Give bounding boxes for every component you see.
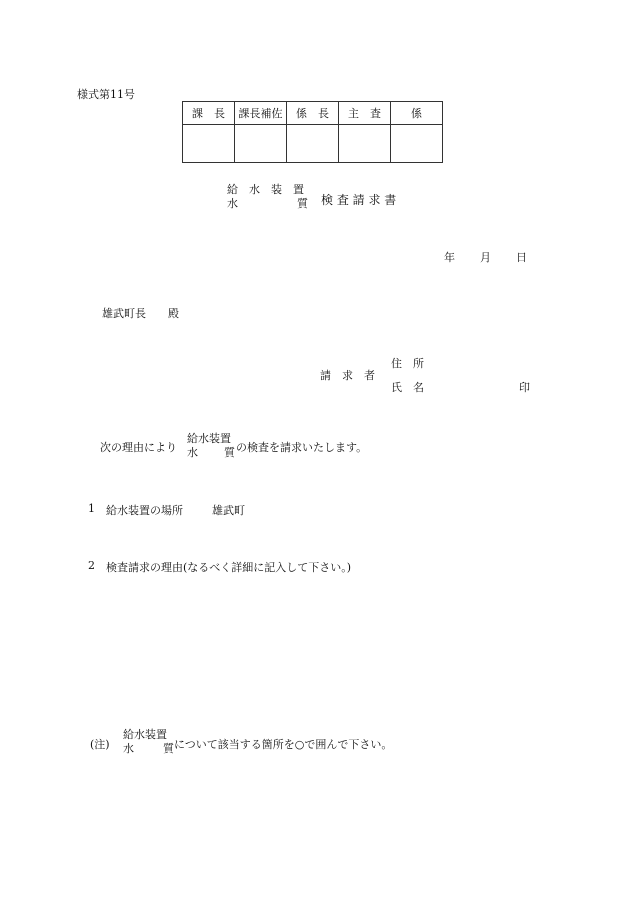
title-choice-bottom-left: 水 <box>227 197 238 210</box>
requester-label: 請 求 者 <box>320 369 375 382</box>
request-choice <box>187 432 237 462</box>
approval-header-inspector: 主 査 <box>339 102 391 125</box>
form-number: 様式第11号 <box>77 88 135 101</box>
item1-number: 1 <box>88 502 95 515</box>
title-choice-bottom-right: 質 <box>297 197 308 210</box>
approval-header-section-chief: 課 長 <box>183 102 235 125</box>
request-choice-top: 給水装置 <box>187 432 231 445</box>
date-month-label: 月 <box>480 251 491 264</box>
request-sentence-before: 次の理由により <box>100 441 177 454</box>
date-year-label: 年 <box>444 251 455 264</box>
request-choice-bottom-right: 質 <box>224 446 235 459</box>
approval-stamp-box[interactable] <box>235 125 287 163</box>
page-title: 検 査 請 求 書 <box>321 193 397 207</box>
request-sentence-after: の検査を請求いたします。 <box>236 441 368 454</box>
note-choice-bottom-right: 質 <box>163 742 174 755</box>
title-choice <box>227 183 317 213</box>
addressee: 雄武町長 殿 <box>102 307 179 320</box>
note-choice-top: 給水装置 <box>123 728 167 741</box>
seal-mark: 印 <box>519 381 530 394</box>
note-text: について該当する箇所を○で囲んで下さい。 <box>174 738 393 751</box>
approval-stamp-table <box>182 101 443 163</box>
approval-header-staff: 係 <box>391 102 443 125</box>
approval-header-subsection-chief: 係 長 <box>287 102 339 125</box>
request-choice-bottom-left: 水 <box>187 446 198 459</box>
address-label: 住 所 <box>391 357 424 370</box>
date-day-label: 日 <box>516 251 527 264</box>
item1-value[interactable]: 雄武町 <box>212 504 245 517</box>
approval-stamp-box[interactable] <box>183 125 235 163</box>
note-choice-bottom-left: 水 <box>123 742 134 755</box>
approval-stamp-box[interactable] <box>339 125 391 163</box>
item2-number: 2 <box>88 559 95 572</box>
title-choice-top: 給 水 装 置 <box>227 183 304 196</box>
item2-reason-area[interactable] <box>106 580 536 720</box>
name-label: 氏 名 <box>391 381 424 394</box>
item1-label: 給水装置の場所 <box>106 504 183 517</box>
note-choice <box>123 728 175 758</box>
approval-stamp-box[interactable] <box>287 125 339 163</box>
approval-stamp-box[interactable] <box>391 125 443 163</box>
item2-label: 検査請求の理由(なるべく詳細に記入して下さい。) <box>106 561 352 574</box>
approval-header-assistant-chief: 課長補佐 <box>235 102 287 125</box>
note-prefix: (注) <box>90 738 110 751</box>
